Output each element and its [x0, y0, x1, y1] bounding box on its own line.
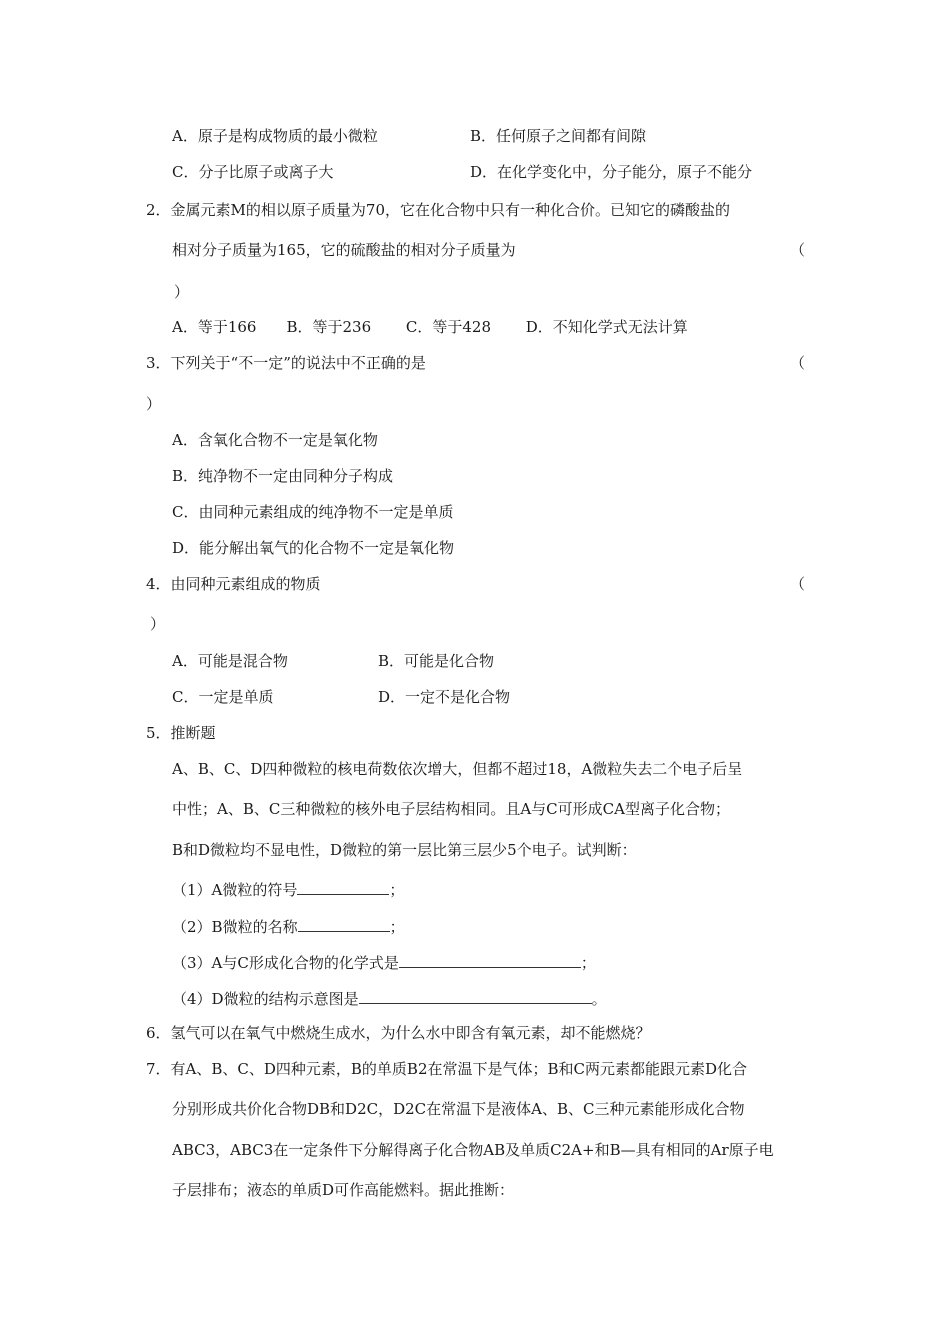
q2-stem-line2: 相对分子质量为165，它的硫酸盐的相对分子质量为 [172, 241, 516, 259]
q7-line3: ABC3，ABC3在一定条件下分解得离子化合物AB及单质C2A+和B—具有相同的Ar原子电 [172, 1141, 774, 1159]
q5-sub2 [172, 915, 405, 937]
q1-option-c: C．分子比原子或离子大 [172, 163, 334, 181]
q5-sub2-label: （2）B微粒的名称 [172, 918, 298, 936]
q5-sub1-label: （1）A微粒的符号 [172, 881, 298, 899]
q5-sub1-answer-blank[interactable] [297, 878, 389, 895]
q5-sub4-label: （4）D微粒的结构示意图是 [172, 990, 359, 1008]
q4-option-a: A．可能是混合物 [172, 652, 288, 670]
q5-sub3-end: ； [580, 954, 596, 972]
q5-sub2-end: ； [389, 918, 405, 936]
q2-options: A．等于166 B．等于236 C．等于428 D．不知化学式无法计算 [172, 318, 688, 336]
q3-answer-paren-open: （ [790, 354, 806, 372]
q1-option-a: A．原子是构成物质的最小微粒 [172, 127, 378, 145]
q4-option-b: B．可能是化合物 [378, 652, 495, 670]
q2-answer-paren-close: ） [174, 283, 190, 301]
q5-sub2-answer-blank[interactable] [298, 915, 390, 932]
q5-sub3 [172, 951, 596, 973]
q5-sub1 [172, 878, 404, 900]
q5-sub4-end: 。 [591, 990, 607, 1008]
q6-stem: 6．氢气可以在氧气中燃烧生成水，为什么水中即含有氧元素，却不能燃烧？ [146, 1024, 651, 1042]
q4-option-c: C．一定是单质 [172, 688, 274, 706]
q5-sub1-end: ； [389, 881, 405, 899]
q3-option-d: D．能分解出氧气的化合物不一定是氧化物 [172, 539, 455, 557]
q7-line4: 子层排布；液态的单质D可作高能燃料。据此推断： [172, 1181, 515, 1199]
q5-paragraph-line3: B和D微粒均不显电性，D微粒的第一层比第三层少5个电子。试判断： [172, 841, 637, 859]
q5-paragraph-line1: A、B、C、D四种微粒的核电荷数依次增大，但都不超过18，A微粒失去二个电子后呈 [172, 760, 743, 778]
q3-option-a: A．含氧化合物不一定是氧化物 [172, 431, 378, 449]
q3-option-c: C．由同种元素组成的纯净物不一定是单质 [172, 503, 454, 521]
q4-answer-paren-close: ） [150, 615, 166, 633]
q7-line2: 分别形成共价化合物DB和D2C，D2C在常温下是液体A、B、C三种元素能形成化合物 [172, 1100, 745, 1118]
q2-stem-line1: 2．金属元素M的相以原子质量为70，它在化合物中只有一种化合价。已知它的磷酸盐的 [146, 201, 730, 219]
q7-line1: 7．有A、B、C、D四种元素，B的单质B2在常温下是气体；B和C两元素都能跟元素D化合 [146, 1060, 748, 1078]
q4-stem: 4．由同种元素组成的物质 [146, 575, 321, 593]
q2-answer-paren-open: （ [790, 241, 806, 259]
q4-answer-paren-open: （ [790, 575, 806, 593]
q5-title: 5．推断题 [146, 724, 216, 742]
q4-option-d: D．一定不是化合物 [378, 688, 511, 706]
q5-sub4-answer-blank[interactable] [359, 987, 592, 1004]
q1-option-b: B．任何原子之间都有间隙 [470, 127, 647, 145]
q5-paragraph-line2: 中性；A、B、C三种微粒的核外电子层结构相同。且A与C可形成CA型离子化合物； [172, 800, 730, 818]
q5-sub4 [172, 987, 607, 1009]
q5-sub3-answer-blank[interactable] [399, 951, 581, 968]
q5-sub3-label: （3）A与C形成化合物的化学式是 [172, 954, 399, 972]
q3-option-b: B．纯净物不一定由同种分子构成 [172, 467, 394, 485]
q1-option-d: D．在化学变化中，分子能分，原子不能分 [470, 163, 753, 181]
q3-answer-paren-close: ） [146, 395, 162, 413]
q3-stem: 3．下列关于“不一定”的说法中不正确的是 [146, 354, 426, 372]
